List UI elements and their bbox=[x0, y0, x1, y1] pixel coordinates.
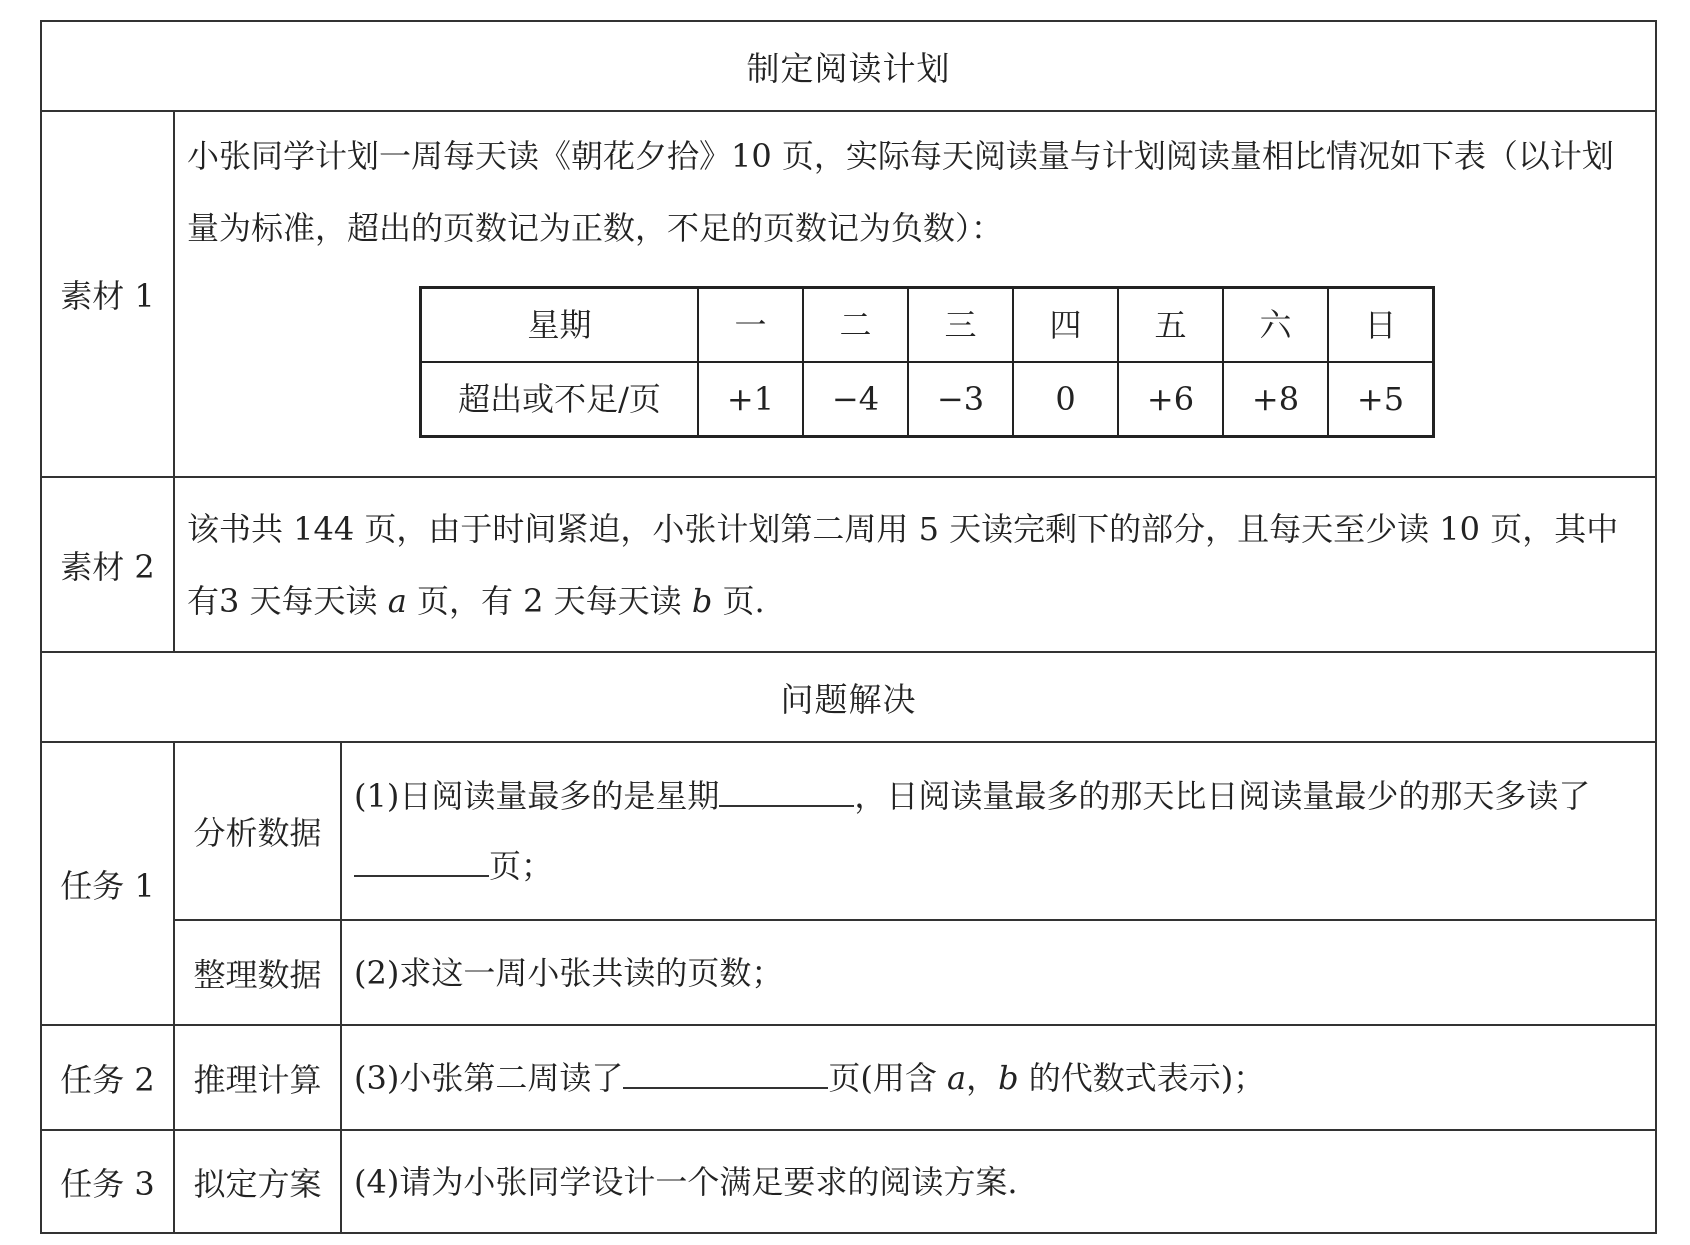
section-title-solve: 问题解决 bbox=[41, 652, 1656, 742]
section-title-plan: 制定阅读计划 bbox=[41, 21, 1656, 111]
worksheet-table bbox=[40, 20, 1657, 1234]
task2-row bbox=[41, 1025, 1656, 1130]
day-cell: 五 bbox=[1118, 288, 1223, 363]
answer-blank-expression[interactable] bbox=[623, 1053, 828, 1089]
task1-q2-text: (2)求这一周小张共读的页数； bbox=[341, 920, 1656, 1025]
task1-sub2-label: 整理数据 bbox=[174, 920, 341, 1025]
day-row bbox=[421, 288, 1434, 363]
value-cell: 0 bbox=[1013, 362, 1118, 437]
solve-header-row bbox=[41, 652, 1656, 742]
day-cell: 日 bbox=[1328, 288, 1434, 363]
task2-comma: ， bbox=[966, 1058, 999, 1097]
material1-label: 素材 1 bbox=[41, 111, 174, 477]
task1-q1-text-a: (1)日阅读量最多的是星期 bbox=[354, 777, 720, 815]
task3-label: 任务 3 bbox=[41, 1130, 174, 1233]
reading-diff-table bbox=[419, 286, 1435, 438]
task1-q1-text-b: ，日阅读量最多的那天比日阅读量最少的那天多读了 bbox=[854, 777, 1591, 815]
task1-sub2-row bbox=[41, 920, 1656, 1025]
material2-text-part2: 页，有 2 天每天读 bbox=[406, 581, 692, 620]
value-cell: +1 bbox=[698, 362, 803, 437]
value-cell: −4 bbox=[803, 362, 908, 437]
day-cell: 一 bbox=[698, 288, 803, 363]
variable-b: b bbox=[691, 581, 713, 620]
variable-a: a bbox=[947, 1058, 967, 1097]
material2-row bbox=[41, 477, 1656, 652]
material1-content bbox=[174, 111, 1656, 477]
day-cell: 二 bbox=[803, 288, 908, 363]
material2-content bbox=[174, 477, 1656, 652]
day-row-header: 星期 bbox=[421, 288, 699, 363]
day-cell: 三 bbox=[908, 288, 1013, 363]
task2-text-b: 页(用含 bbox=[828, 1058, 948, 1097]
variable-a: a bbox=[387, 581, 407, 620]
task2-sub-label: 推理计算 bbox=[174, 1025, 341, 1130]
value-cell: +6 bbox=[1118, 362, 1223, 437]
material2-label: 素材 2 bbox=[41, 477, 174, 652]
value-cell: +8 bbox=[1223, 362, 1328, 437]
task3-sub-label: 拟定方案 bbox=[174, 1130, 341, 1233]
variable-b: b bbox=[998, 1058, 1019, 1097]
value-cell: −3 bbox=[908, 362, 1013, 437]
task1-sub1-content bbox=[341, 742, 1656, 920]
task2-text-a: (3)小张第二周读了 bbox=[354, 1058, 624, 1097]
day-cell: 四 bbox=[1013, 288, 1118, 363]
value-row bbox=[421, 362, 1434, 437]
task2-text-c: 的代数式表示)； bbox=[1018, 1058, 1266, 1097]
task1-sub1-label: 分析数据 bbox=[174, 742, 341, 920]
worksheet-frame bbox=[40, 20, 1655, 1215]
value-row-header: 超出或不足/页 bbox=[421, 362, 699, 437]
material2-text-part3: 页. bbox=[712, 581, 765, 620]
task2-content bbox=[341, 1025, 1656, 1130]
material1-text: 小张同学计划一周每天读《朝花夕拾》10 页，实际每天阅读量与计划阅读量相比情况如下表（以计划量为标准，超出的页数记为正数，不足的页数记为负数）： bbox=[187, 137, 1614, 247]
answer-blank-pages[interactable] bbox=[354, 841, 489, 877]
material1-row bbox=[41, 111, 1656, 477]
task1-label: 任务 1 bbox=[41, 742, 174, 1025]
day-cell: 六 bbox=[1223, 288, 1328, 363]
value-cell: +5 bbox=[1328, 362, 1434, 437]
task1-q1-text-c: 页； bbox=[489, 847, 554, 885]
material2-text-part1: 该书共 144 页，由于时间紧迫，小张计划第二周用 5 天读完剩下的部分，且每天至少读 10 页，其中有3 天每天读 bbox=[187, 509, 1619, 620]
answer-blank-weekday[interactable] bbox=[719, 771, 854, 807]
task3-text: (4)请为小张同学设计一个满足要求的阅读方案. bbox=[341, 1130, 1656, 1233]
task2-label: 任务 2 bbox=[41, 1025, 174, 1130]
task1-sub1-row bbox=[41, 742, 1656, 920]
plan-header-row bbox=[41, 21, 1656, 111]
task3-row bbox=[41, 1130, 1656, 1233]
